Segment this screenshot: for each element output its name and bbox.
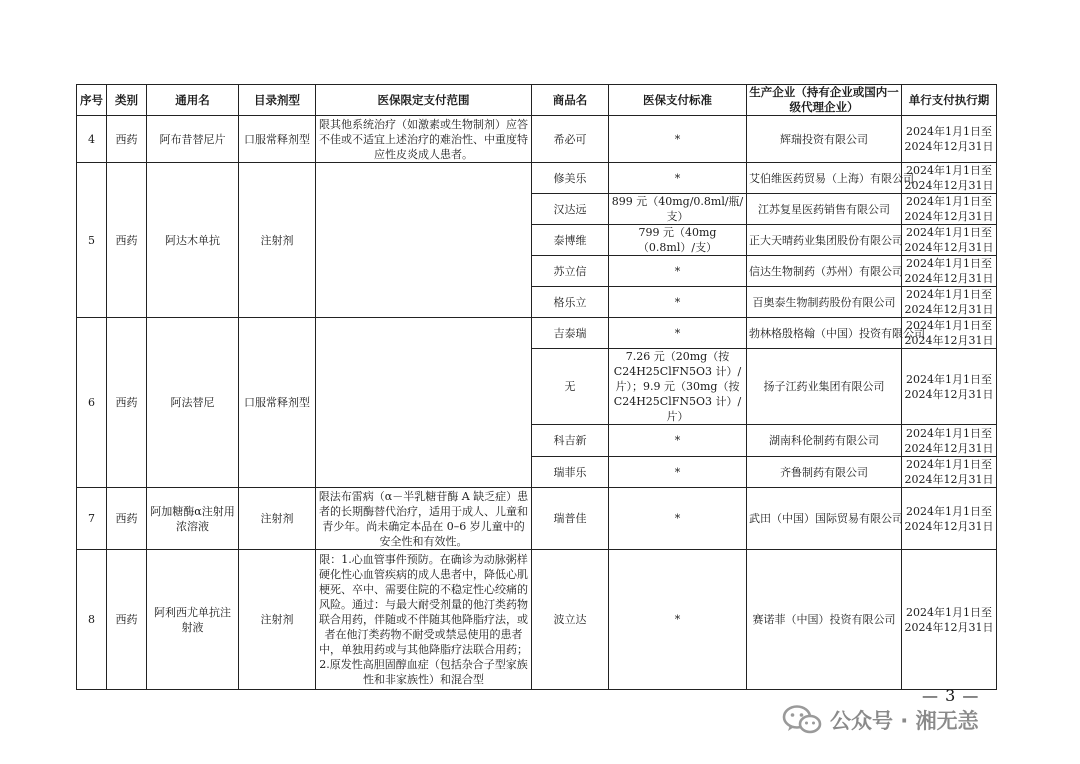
date-start: 2024年1月1日至 bbox=[906, 319, 992, 332]
date-end: 2024年12月31日 bbox=[904, 620, 994, 634]
header-company: 生产企业（持有企业或国内一级代理企业） bbox=[747, 85, 902, 116]
row-company: 辉瑞投资有限公司 bbox=[747, 116, 902, 163]
row-date bbox=[902, 256, 997, 287]
row-form: 注射剂 bbox=[239, 550, 316, 690]
date-start: 2024年1月1日至 bbox=[906, 125, 992, 138]
row-trade: 修美乐 bbox=[532, 163, 609, 194]
row-std: 899 元（40mg/0.8ml/瓶/支） bbox=[609, 194, 747, 225]
row-trade: 汉达远 bbox=[532, 194, 609, 225]
row-trade: 科吉新 bbox=[532, 425, 609, 457]
row-category: 西药 bbox=[107, 488, 147, 550]
page-number: — 3 — bbox=[922, 686, 980, 705]
date-end: 2024年12月31日 bbox=[904, 140, 994, 153]
watermark-text: 公众号 · 湘无恙 bbox=[830, 709, 979, 733]
row-company: 赛诺菲（中国）投资有限公司 bbox=[747, 550, 902, 690]
header-category: 类别 bbox=[107, 85, 147, 116]
row-date bbox=[902, 225, 997, 256]
row-scope: 限其他系统治疗（如激素或生物制剂）应答不佳或不适宜上述治疗的难治性、中重度特应性皮炎成人患者。 bbox=[316, 116, 532, 163]
row-trade: 泰博维 bbox=[532, 225, 609, 256]
header-date: 单行支付执行期 bbox=[902, 85, 997, 116]
row-no: 7 bbox=[77, 488, 107, 550]
row-category: 西药 bbox=[107, 163, 147, 318]
header-generic: 通用名 bbox=[147, 85, 239, 116]
row-no: 5 bbox=[77, 163, 107, 318]
table-row bbox=[77, 116, 997, 163]
row-trade: 瑞菲乐 bbox=[532, 457, 609, 488]
date-start: 2024年1月1日至 bbox=[906, 195, 992, 208]
row-trade: 希必可 bbox=[532, 116, 609, 163]
row-std: 799 元（40mg（0.8ml）/支） bbox=[609, 225, 747, 256]
row-category: 西药 bbox=[107, 116, 147, 163]
row-date bbox=[902, 318, 997, 349]
row-trade: 苏立信 bbox=[532, 256, 609, 287]
row-trade: 波立达 bbox=[532, 550, 609, 690]
row-category: 西药 bbox=[107, 318, 147, 488]
row-std: * bbox=[609, 287, 747, 318]
table-row bbox=[77, 163, 997, 194]
date-end: 2024年12月31日 bbox=[904, 441, 994, 455]
header-trade: 商品名 bbox=[532, 85, 609, 116]
wechat-icon bbox=[782, 704, 822, 736]
date-start: 2024年1月1日至 bbox=[906, 504, 992, 518]
row-company: 齐鲁制药有限公司 bbox=[747, 457, 902, 488]
row-date bbox=[902, 163, 997, 194]
row-date bbox=[902, 116, 997, 163]
date-start: 2024年1月1日至 bbox=[906, 288, 992, 301]
date-end: 2024年12月31日 bbox=[904, 387, 994, 401]
row-date bbox=[902, 194, 997, 225]
row-company: 信达生物制药（苏州）有限公司 bbox=[747, 256, 902, 287]
row-std: * bbox=[609, 318, 747, 349]
date-start: 2024年1月1日至 bbox=[906, 226, 992, 239]
row-form: 注射剂 bbox=[239, 488, 316, 550]
row-no: 6 bbox=[77, 318, 107, 488]
date-start: 2024年1月1日至 bbox=[906, 605, 992, 619]
row-std: 7.26 元（20mg（按C24H25ClFN5O3 计）/片）；9.9 元（30mg（按C24H25ClFN5O3 计）/片） bbox=[609, 349, 747, 425]
header-std: 医保支付标准 bbox=[609, 85, 747, 116]
date-start: 2024年1月1日至 bbox=[906, 458, 992, 471]
row-generic: 阿布昔替尼片 bbox=[147, 116, 239, 163]
watermark bbox=[782, 704, 979, 736]
row-trade: 瑞普佳 bbox=[532, 488, 609, 550]
date-end: 2024年12月31日 bbox=[904, 303, 994, 316]
row-form: 注射剂 bbox=[239, 163, 316, 318]
date-end: 2024年12月31日 bbox=[904, 272, 994, 285]
row-date bbox=[902, 550, 997, 690]
drug-table bbox=[76, 84, 997, 690]
date-end: 2024年12月31日 bbox=[904, 210, 994, 223]
row-trade: 格乐立 bbox=[532, 287, 609, 318]
date-end: 2024年12月31日 bbox=[904, 241, 994, 254]
date-end: 2024年12月31日 bbox=[904, 473, 994, 486]
date-start: 2024年1月1日至 bbox=[906, 164, 992, 177]
row-scope bbox=[316, 163, 532, 318]
row-generic: 阿法替尼 bbox=[147, 318, 239, 488]
row-date bbox=[902, 425, 997, 457]
date-start: 2024年1月1日至 bbox=[906, 372, 992, 386]
row-scope: 限：1.心血管事件预防。在确诊为动脉粥样硬化性心血管疾病的成人患者中，降低心肌梗死、卒中、需要住院的不稳定性心绞痛的风险。通过：与最大耐受剂量的他汀类药物联合用药，伴随或不伴随其他降脂疗法，或者在他汀类药物不耐受或禁忌使用的患者中，单独用药或与其他降脂疗法联合用药；2.原发性高胆固醇血症（包括杂合子型家族性和非家族性）和混合型 bbox=[316, 550, 532, 690]
row-date bbox=[902, 488, 997, 550]
table-row bbox=[77, 550, 997, 690]
row-no: 4 bbox=[77, 116, 107, 163]
header-no: 序号 bbox=[77, 85, 107, 116]
date-start: 2024年1月1日至 bbox=[906, 257, 992, 270]
row-std: * bbox=[609, 457, 747, 488]
row-std: * bbox=[609, 550, 747, 690]
row-generic: 阿利西尤单抗注射液 bbox=[147, 550, 239, 690]
date-end: 2024年12月31日 bbox=[904, 179, 994, 192]
row-trade: 吉泰瑞 bbox=[532, 318, 609, 349]
row-company: 扬子江药业集团有限公司 bbox=[747, 349, 902, 425]
table-row bbox=[77, 488, 997, 550]
row-company: 武田（中国）国际贸易有限公司 bbox=[747, 488, 902, 550]
row-form: 口服常释剂型 bbox=[239, 318, 316, 488]
row-generic: 阿达木单抗 bbox=[147, 163, 239, 318]
date-start: 2024年1月1日至 bbox=[906, 426, 992, 440]
row-std: * bbox=[609, 256, 747, 287]
row-company: 湖南科伦制药有限公司 bbox=[747, 425, 902, 457]
header-form: 目录剂型 bbox=[239, 85, 316, 116]
row-date bbox=[902, 349, 997, 425]
row-std: * bbox=[609, 163, 747, 194]
row-generic: 阿加糖酶α注射用浓溶液 bbox=[147, 488, 239, 550]
row-category: 西药 bbox=[107, 550, 147, 690]
row-company: 艾伯维医药贸易（上海）有限公司 bbox=[747, 163, 902, 194]
row-std: * bbox=[609, 116, 747, 163]
row-std: * bbox=[609, 488, 747, 550]
header-row bbox=[77, 85, 997, 116]
date-end: 2024年12月31日 bbox=[904, 334, 994, 347]
table-row bbox=[77, 318, 997, 349]
row-trade: 无 bbox=[532, 349, 609, 425]
row-no: 8 bbox=[77, 550, 107, 690]
row-scope bbox=[316, 318, 532, 488]
row-form: 口服常释剂型 bbox=[239, 116, 316, 163]
row-date bbox=[902, 287, 997, 318]
row-company: 江苏复星医药销售有限公司 bbox=[747, 194, 902, 225]
row-company: 百奥泰生物制药股份有限公司 bbox=[747, 287, 902, 318]
row-company: 勃林格殷格翰（中国）投资有限公司 bbox=[747, 318, 902, 349]
header-scope: 医保限定支付范围 bbox=[316, 85, 532, 116]
row-std: * bbox=[609, 425, 747, 457]
row-company: 正大天晴药业集团股份有限公司 bbox=[747, 225, 902, 256]
row-date bbox=[902, 457, 997, 488]
date-end: 2024年12月31日 bbox=[904, 519, 994, 533]
row-scope: 限法布雷病（α－半乳糖苷酶 A 缺乏症）患者的长期酶替代治疗，适用于成人、儿童和青少年。尚未确定本品在 0–6 岁儿童中的安全性和有效性。 bbox=[316, 488, 532, 550]
